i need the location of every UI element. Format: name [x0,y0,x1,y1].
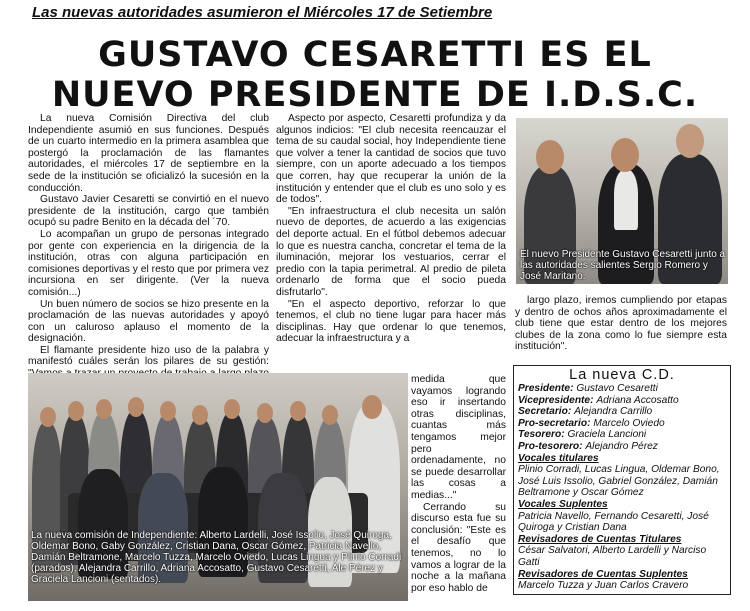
member-name: Alejandra Carrillo [574,406,653,418]
member-list: Patricia Navello, Fernando Cesaretti, José Quiroga y Cristian Dana [518,510,709,534]
paragraph: Gustavo Javier Cesaretti se convirtió en el nuevo presidente de la institución, cargo que también ocupó su padre Benito en la década del ´70. [28,194,269,229]
member-name: Gustavo Cesaretti [576,383,658,394]
section-label: Revisadores de Cuentas Suplentes [518,568,688,580]
member-name: Adriana Accosatto [596,394,679,406]
role-label: Presidente: [518,383,574,394]
role-label: Vicepresidente: [518,394,594,406]
kicker-line: Las nuevas autoridades asumieron el Miércoles 17 de Setiembre [32,4,493,21]
member-name: Marcelo Oviedo [593,417,665,429]
headline-line-2: NUEVO PRESIDENTE DE I.D.S.C. [51,75,699,115]
paragraph: "En infraestructura el club necesita un salón nuevo de deportes, de acuerdo a las exigencias del deporte actual. En el fútbol debemos adecuar lo que es nuestra cancha, concretar el tema de la iluminación, mejorar los vestuarios, cerrar el predio con la tapia perimetral. Al predio de pileta ordenarlo de forma que el socio pueda disfrutarlo". [276,205,506,298]
photo-caption: El nuevo Presidente Gustavo Cesaretti junto a las autoridades salientes Sergio Romero y José Maritano. [520,249,726,282]
paragraph: Un buen número de socios se hizo presente en la proclamación de las nuevas autoridades y apoyó con un caluroso aplauso el momento de la designación. [28,298,269,345]
article-column-2 [276,113,506,345]
section-label: Revisadores de Cuentas Titulares [518,533,682,545]
article-column-1 [28,113,269,414]
role-label: Tesorero: [518,429,565,441]
paragraph: Lo acompañan un grupo de personas integrado por gente con experiencia en la dirigencia de la institución, otras con alguna participación en comisiones deportivas y el resto que por primera vez incursiona en ser dirigente. (Ver la nueva comisión...) [28,228,269,298]
paragraph: "En el aspecto deportivo, reforzar lo que tenemos, el club no tiene lugar para hacer más disciplinas. Hay que ordenar lo que tenemos, adecuar la infraestructura y a [276,298,506,345]
article-column-2-continued [411,374,506,594]
section-label: Vocales titulares [518,452,599,464]
member-name: Graciela Lancioni [567,429,647,441]
board-list [518,383,728,592]
paragraph: La nueva Comisión Directiva del club Independiente asumió en sus funciones. Después de un cuarto intermedio en la primera asamblea que postergó la proclamación de las flamantes autoridades, el miércoles 17 de septiembre en la sede de la institución se oficializó la sucesión en la conducción. [28,113,269,194]
paragraph: largo plazo, iremos cumpliendo por etapas y dentro de ochos años aproximadamente el club tiene que estar dentro de los mejores clubes de la zona como lo fue siempre esta institución". [515,295,727,353]
member-name: Alejandro Pérez [585,440,658,452]
paragraph: El flamante presidente hizo uso de la palabra y manifestó cuáles serán los pilares de su gestión: [28,344,269,368]
member-list: Plinio Corradi, Lucas Lingua, Oldemar Bono, José Luis Issolio, Gabriel González, Damián Beltramone y Oscar Gómez [518,464,720,499]
article-column-3 [515,295,727,353]
role-label: Pro-tesorero: [518,440,583,452]
box-title: La nueva C.D. [569,367,675,383]
new-board-box [513,365,731,595]
role-label: Pro-secretario: [518,417,591,429]
paragraph: Cerrando su discurso esta fue su conclusión: "Este es el desafío que tenemos, no lo vamos a lograr de la noche a la mañana por eso hablo de [411,501,506,594]
headline-line-1: GUSTAVO CESARETTI ES EL [98,35,652,75]
paragraph: Aspecto por aspecto, Cesaretti profundiza y da algunos indicios: "El club necesita reencauzar el tema de su caudal social, hoy Independiente tiene que volver a tener la cantidad de socios que tuvo siempre, con un aporte adecuado a los tiempos que corren, hay que recuperar la unión de la institución y entender que el club es uno solo y es de todos". [276,113,506,206]
member-list: Marcelo Tuzza y Juan Carlos Cravero [518,580,689,592]
section-label: Vocales Suplentes [518,498,608,510]
member-list: César Salvatori, Alberto Lardelli y Narciso Gatti [518,545,707,568]
photo-caption: La nueva comisión de Independiente: Alberto Lardelli, José Issolio, José Quiroga, Oldemar Bono, Gaby González, Cristian Dana, Oscar Gómez, Patricia Navello, Damián Beltramone, Marcelo Tuzza, Marcelo Oviedo, Lucas Lingua y Plinio Corradi (parados), Alejandra Carrillo, Adriana Accosatto, Gustavo Cesaretti, Ale Pérez y Graciela Lancioni (sentados). [31,530,402,585]
paragraph: medida que vayamos logrando eso ir insertando otras disciplinas, cuantas más tengamos mejor pero ordenadamente, no se puede desarrollar las cosas a medias..." [411,374,506,501]
role-label: Secretario: [518,406,572,418]
